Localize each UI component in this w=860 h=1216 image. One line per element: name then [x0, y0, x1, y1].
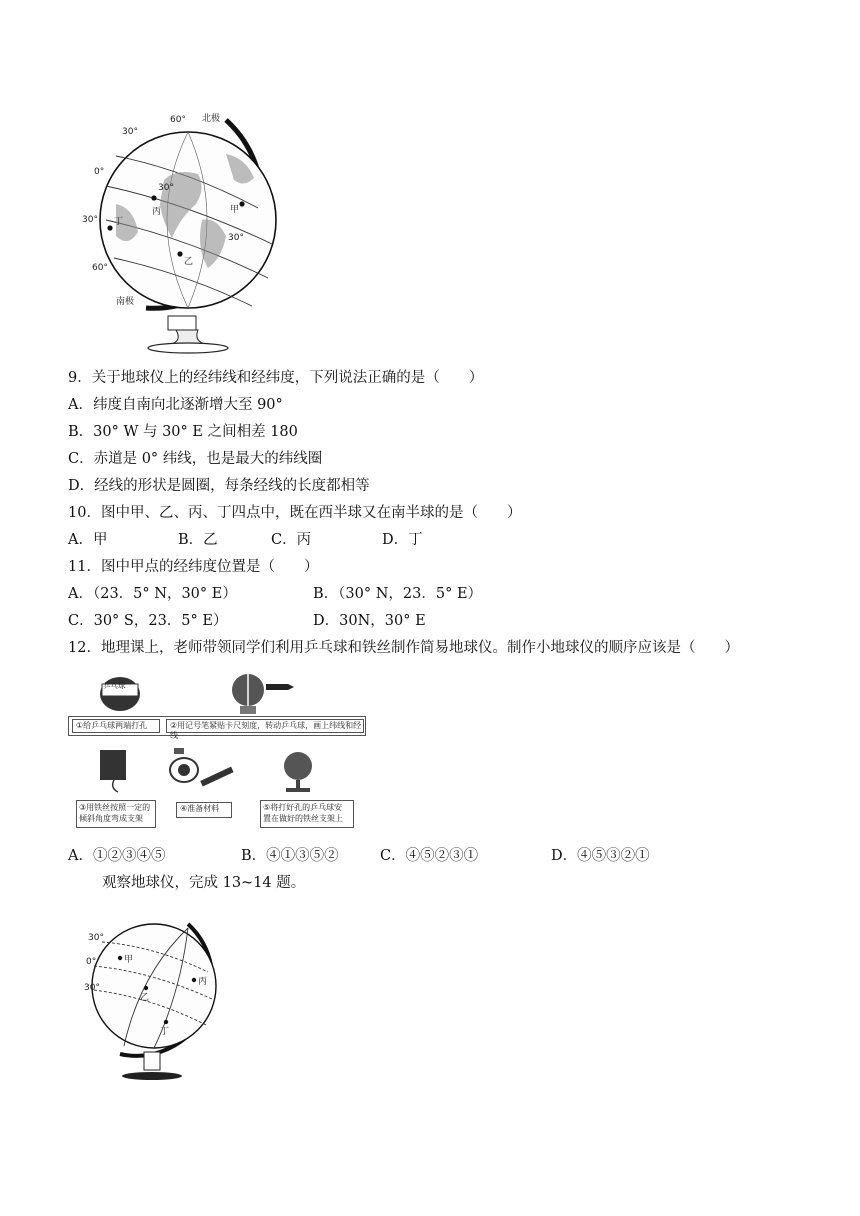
fig2-point-bing-label: 丙	[198, 977, 208, 987]
fig2-lat-30n-label: 30°	[88, 933, 104, 943]
q12-option-d: D．④⑤③②①	[551, 848, 650, 864]
lat-30s-left-label: 30°	[82, 215, 98, 225]
q9-option-c: C．赤道是 0° 纬线，也是最大的纬线圈	[68, 451, 323, 467]
assembled-globe-image	[278, 748, 318, 794]
step-4-caption: ④准备材料	[180, 804, 220, 813]
lat-60n-label: 60°	[170, 115, 186, 125]
q9-option-a: A．纬度自南向北逐渐增大至 90°	[68, 397, 283, 413]
fig2-point-ding-label: 丁	[160, 1027, 170, 1037]
q10-option-a: A．甲	[68, 532, 108, 548]
step-1-caption: ①给乒乓球两端打孔	[76, 721, 148, 730]
q12-option-a: A．①②③④⑤	[68, 848, 166, 864]
step-3-caption-line-2: 倾斜角度弯成支架	[79, 814, 143, 823]
lat-30n-label: 30°	[122, 127, 138, 137]
globe-figure-2-drawing	[80, 914, 240, 1090]
lat-30-right-label: 30°	[228, 233, 244, 243]
step-5-caption-line-2: 置在做好的铁丝支架上	[263, 814, 343, 823]
fig2-lat-0-label: 0°	[86, 957, 97, 967]
globe-figure-1-drawing	[76, 108, 286, 358]
fig2-point-jia-label: 甲	[124, 955, 134, 965]
q10-stem: 10．图中甲、乙、丙、丁四点中，既在西半球又在南半球的是（ ）	[68, 505, 522, 521]
q10-option-b: B．乙	[178, 532, 218, 548]
q9-stem: 9．关于地球仪上的经纬线和经纬度，下列说法正确的是（ ）	[68, 370, 484, 386]
q13-14-intro: 观察地球仪，完成 13~14 题。	[102, 875, 306, 891]
q11-stem: 11．图中甲点的经纬度位置是（ ）	[68, 559, 319, 575]
ball-drawing-image	[226, 670, 296, 718]
step-5-caption-line-1: ⑤将打好孔的乒乓球安	[263, 803, 343, 812]
q11-option-d: D．30N，30° E	[313, 613, 426, 629]
ping-pong-ball-label: 乒乓球	[103, 681, 126, 690]
materials-image	[164, 744, 238, 792]
q11-option-b: B．（30° N，23．5° E）	[313, 586, 483, 602]
ping-pong-ball-image	[96, 674, 144, 712]
wire-stand-image	[96, 748, 132, 794]
point-ding-label: 丁	[114, 217, 124, 227]
q11-option-a: A．（23．5° N，30° E）	[68, 586, 237, 602]
q9-option-d: D．经线的形状是圆圈，每条经线的长度都相等	[68, 478, 370, 494]
point-yi-label: 乙	[184, 257, 194, 267]
fig2-point-yi-label: 乙	[140, 993, 150, 1003]
point-bing-label: 丙	[152, 207, 162, 217]
globe-making-steps-figure	[68, 668, 368, 836]
globe-figure-2	[80, 914, 240, 1090]
step-2-caption: ②用记号笔紧贴卡尺刻度，转动乒乓球，画上纬线和经线	[170, 721, 362, 740]
q10-option-c: C．丙	[271, 532, 312, 548]
lat-60s-label: 60°	[92, 263, 108, 273]
q12-option-c: C．④⑤②③①	[380, 848, 479, 864]
north-pole-label: 北极	[202, 114, 221, 124]
lat-30-center-label: 30°	[158, 183, 174, 193]
point-jia-label: 甲	[230, 205, 240, 215]
lat-0-label: 0°	[94, 167, 105, 177]
q12-stem: 12．地理课上，老师带领同学们利用乒乓球和铁丝制作简易地球仪。制作小地球仪的顺序应该是（ ）	[68, 640, 739, 656]
fig2-lat-30s-label: 30°	[84, 983, 100, 993]
globe-figure-1	[76, 108, 286, 358]
south-pole-label: 南极	[116, 297, 135, 307]
q11-option-c: C．30° S，23．5° E）	[68, 613, 228, 629]
q10-option-d: D．丁	[382, 532, 423, 548]
q9-option-b: B．30° W 与 30° E 之间相差 180	[68, 424, 298, 440]
step-3-caption-line-1: ③用铁丝按照一定的	[79, 803, 151, 812]
q12-option-b: B．④①③⑤②	[241, 848, 339, 864]
